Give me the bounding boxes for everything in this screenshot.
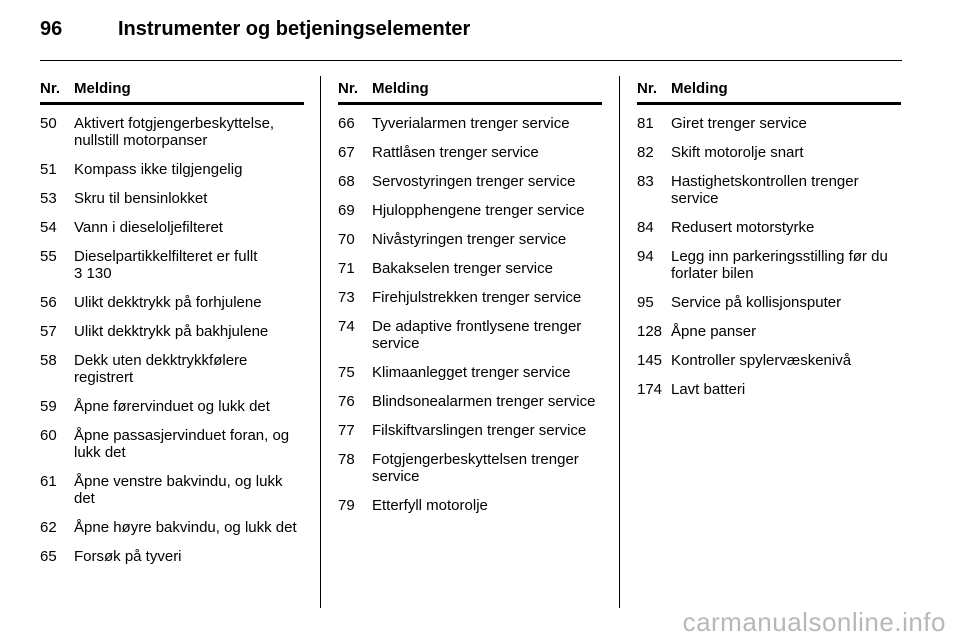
message-text-cell	[372, 144, 602, 161]
table-row	[338, 202, 602, 219]
table-row	[40, 115, 304, 149]
message-text-cell	[74, 352, 304, 386]
message-number: 58	[40, 352, 57, 369]
message-number: 59	[40, 398, 57, 415]
message-number: 82	[637, 144, 654, 161]
message-number: 69	[338, 202, 355, 219]
message-text-cell	[671, 294, 901, 311]
message-text: Forsøk på tyveri	[74, 548, 182, 565]
message-text: Kompass ikke tilgjengelig	[74, 161, 243, 178]
table-row	[40, 352, 304, 386]
page-title: Instrumenter og betjeningselementer	[118, 18, 471, 40]
message-text: Tyverialarmen trenger service	[372, 115, 570, 132]
table-header	[637, 80, 901, 105]
message-number: 61	[40, 473, 57, 490]
message-table-column-2	[338, 80, 602, 526]
message-text: Service på kollisjonsputer	[671, 294, 842, 311]
message-number: 145	[637, 352, 663, 369]
message-number: 76	[338, 393, 355, 410]
message-text: Kontroller spylervæskenivå	[671, 352, 852, 369]
table-row	[338, 422, 602, 439]
table-row	[338, 115, 602, 132]
message-number: 51	[40, 161, 57, 178]
table-row	[338, 260, 602, 277]
message-number: 55	[40, 248, 57, 265]
message-text-cell	[671, 115, 901, 132]
message-text-cell	[671, 144, 901, 161]
message-number: 84	[637, 219, 654, 236]
message-text-cell	[372, 289, 602, 306]
message-text-cell	[74, 161, 304, 178]
table-row	[637, 219, 901, 236]
message-text: Blindsonealarmen trenger service	[372, 393, 596, 410]
message-table-column-3	[637, 80, 901, 410]
message-number: 83	[637, 173, 654, 190]
message-text: Skru til bensinlokket	[74, 190, 208, 207]
message-text: Hjulopphengene trenger service	[372, 202, 585, 219]
message-text: Åpne passasjervinduet foran, og lukk det	[74, 427, 290, 461]
message-text-cell	[74, 519, 304, 536]
message-text-cell	[74, 190, 304, 207]
table-row	[637, 144, 901, 161]
message-text-cell	[372, 260, 602, 277]
message-number: 50	[40, 115, 57, 132]
message-text-cell	[671, 219, 901, 236]
table-row	[40, 219, 304, 236]
message-text: De adaptive frontlysene trenger service	[372, 318, 582, 352]
message-text: Firehjulstrekken trenger service	[372, 289, 582, 306]
message-text: Åpne førervinduet og lukk det	[74, 398, 270, 415]
message-text-cell	[74, 473, 304, 507]
message-text: Servostyringen trenger service	[372, 173, 576, 190]
message-text-cell	[671, 248, 901, 282]
table-rows	[338, 115, 602, 514]
column-divider	[320, 76, 321, 608]
table-row	[637, 381, 901, 398]
message-text-cell	[372, 393, 602, 410]
message-text: Legg inn parkeringsstilling før du forlater bilen	[671, 248, 888, 282]
message-text-cell	[671, 323, 901, 340]
table-row	[637, 352, 901, 369]
table-row	[40, 473, 304, 507]
message-text: Filskiftvarslingen trenger service	[372, 422, 587, 439]
message-text: Fotgjengerbeskyttelsen trenger service	[372, 451, 579, 485]
table-row	[40, 323, 304, 340]
message-text-cell	[372, 364, 602, 381]
table-row	[338, 318, 602, 352]
header-nr: Nr.	[637, 80, 658, 97]
message-number: 57	[40, 323, 57, 340]
message-number: 56	[40, 294, 57, 311]
table-rows	[637, 115, 901, 398]
message-text: Dekk uten dekktrykkfølere registrert	[74, 352, 248, 386]
message-text: Rattlåsen trenger service	[372, 144, 539, 161]
message-number: 81	[637, 115, 654, 132]
message-text-cell	[671, 381, 901, 398]
message-number: 77	[338, 422, 355, 439]
message-text: Skift motorolje snart	[671, 144, 804, 161]
message-text: Hastighetskontrollen trenger service	[671, 173, 859, 207]
message-text-cell	[74, 323, 304, 340]
page-number: 96	[40, 18, 63, 40]
message-text-cell	[372, 173, 602, 190]
message-table-column-1	[40, 80, 304, 577]
message-number: 78	[338, 451, 355, 468]
table-header	[40, 80, 304, 105]
message-text: Ulikt dekktrykk på bakhjulene	[74, 323, 269, 340]
message-text-cell	[74, 427, 304, 461]
message-number: 71	[338, 260, 355, 277]
message-text-cell	[372, 451, 602, 485]
column-divider	[619, 76, 620, 608]
table-row	[40, 519, 304, 536]
watermark: carmanualsonline.info	[682, 607, 946, 637]
table-row	[338, 497, 602, 514]
message-text-cell	[74, 398, 304, 415]
message-text: Bakakselen trenger service	[372, 260, 553, 277]
message-text-cell	[372, 231, 602, 248]
message-text: Dieselpartikkelfilteret er fullt	[74, 248, 258, 265]
header-divider	[40, 60, 902, 61]
table-header	[338, 80, 602, 105]
message-number: 95	[637, 294, 654, 311]
table-row	[637, 115, 901, 132]
message-text: Ulikt dekktrykk på forhjulene	[74, 294, 262, 311]
message-text: Lavt batteri	[671, 381, 746, 398]
table-row	[338, 451, 602, 485]
message-number: 65	[40, 548, 57, 565]
message-text: Åpne høyre bakvindu, og lukk det	[74, 519, 297, 536]
page-header	[40, 18, 470, 41]
message-text-cell	[74, 294, 304, 311]
table-row	[637, 323, 901, 340]
message-text: Redusert motorstyrke	[671, 219, 815, 236]
message-number: 79	[338, 497, 355, 514]
message-number: 174	[637, 381, 663, 398]
table-row	[40, 398, 304, 415]
message-number: 53	[40, 190, 57, 207]
table-row	[338, 364, 602, 381]
message-text-cell	[372, 202, 602, 219]
header-message: Melding	[372, 80, 429, 97]
message-number: 94	[637, 248, 654, 265]
table-row	[637, 173, 901, 207]
table-rows	[40, 115, 304, 565]
message-text-cell	[372, 115, 602, 132]
message-number: 60	[40, 427, 57, 444]
message-number: 68	[338, 173, 355, 190]
message-text: Giret trenger service	[671, 115, 807, 132]
header-nr: Nr.	[40, 80, 61, 97]
message-text-cell	[372, 422, 602, 439]
table-row	[338, 393, 602, 410]
table-row	[338, 289, 602, 306]
message-text-cell	[671, 352, 901, 369]
message-text-cell	[74, 219, 304, 236]
message-text: Aktivert fotgjengerbeskyttelse, nullstill motorpanser	[74, 115, 275, 149]
message-text-cell	[372, 318, 602, 352]
page-reference: 3 130	[74, 265, 112, 282]
table-row	[40, 294, 304, 311]
message-text-cell	[671, 173, 901, 207]
table-row	[637, 294, 901, 311]
table-row	[338, 144, 602, 161]
header-message: Melding	[671, 80, 728, 97]
message-text: Åpne venstre bakvindu, og lukk det	[74, 473, 283, 507]
message-text: Vann i dieseloljefilteret	[74, 219, 223, 236]
message-number: 54	[40, 219, 57, 236]
message-number: 73	[338, 289, 355, 306]
table-row	[40, 248, 304, 282]
message-text: Nivåstyringen trenger service	[372, 231, 567, 248]
table-row	[40, 190, 304, 207]
message-text-cell	[74, 115, 304, 149]
message-number: 75	[338, 364, 355, 381]
table-row	[338, 173, 602, 190]
message-number: 74	[338, 318, 355, 335]
message-text: Etterfyll motorolje	[372, 497, 488, 514]
message-number: 62	[40, 519, 57, 536]
table-row	[338, 231, 602, 248]
table-row	[40, 548, 304, 565]
table-row	[40, 427, 304, 461]
message-number: 128	[637, 323, 663, 340]
header-nr: Nr.	[338, 80, 359, 97]
message-number: 67	[338, 144, 355, 161]
table-row	[40, 161, 304, 178]
message-number: 66	[338, 115, 355, 132]
message-text-cell	[74, 548, 304, 565]
message-text-cell	[372, 497, 602, 514]
table-row	[637, 248, 901, 282]
message-text: Åpne panser	[671, 323, 757, 340]
message-number: 70	[338, 231, 355, 248]
message-text-cell	[74, 248, 304, 282]
header-message: Melding	[74, 80, 131, 97]
message-text: Klimaanlegget trenger service	[372, 364, 571, 381]
